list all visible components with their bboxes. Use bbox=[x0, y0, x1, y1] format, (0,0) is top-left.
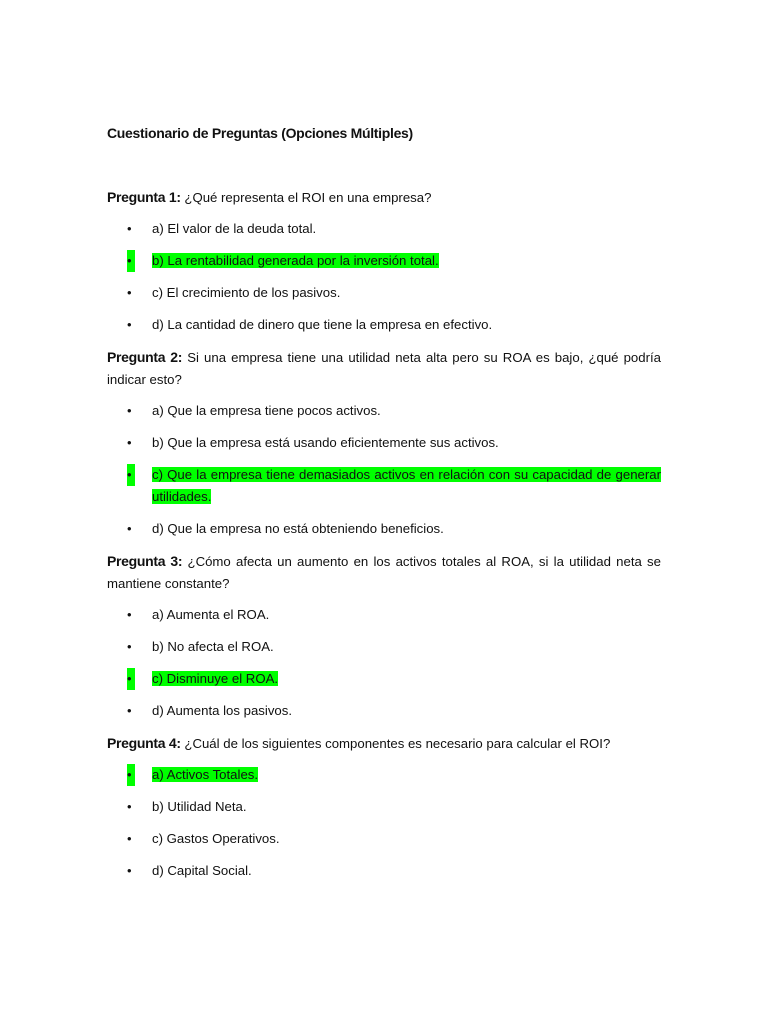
question-label: Pregunta 3: bbox=[107, 553, 183, 569]
bullet-icon: • bbox=[127, 764, 135, 786]
option-text bbox=[152, 636, 661, 658]
highlighted-option-label: c) Que la empresa tiene demasiados activos en relación con su capacidad de generar utilidades. bbox=[152, 467, 661, 504]
option-text bbox=[152, 668, 661, 690]
answer-option bbox=[127, 860, 661, 882]
answer-option-correct bbox=[127, 464, 661, 508]
answer-option bbox=[127, 828, 661, 850]
answer-option bbox=[127, 604, 661, 626]
option-text bbox=[152, 432, 661, 454]
bullet-icon: • bbox=[127, 607, 132, 622]
option-label: d) Aumenta los pasivos. bbox=[152, 703, 293, 718]
option-text bbox=[152, 314, 661, 336]
option-label: b) Que la empresa está usando eficientemente sus activos. bbox=[152, 435, 499, 450]
option-text bbox=[152, 604, 661, 626]
answer-option bbox=[127, 314, 661, 336]
document-title: Cuestionario de Preguntas (Opciones Múltiples) bbox=[107, 125, 413, 141]
question-label: Pregunta 2: bbox=[107, 349, 183, 365]
answer-option bbox=[127, 700, 661, 722]
question-text: ¿Cómo afecta un aumento en los activos totales al ROA, si la utilidad neta se mantiene constante? bbox=[107, 554, 661, 591]
question-text: ¿Cuál de los siguientes componentes es necesario para calcular el ROI? bbox=[184, 736, 611, 751]
option-label: b) No afecta el ROA. bbox=[152, 639, 274, 654]
bullet-icon: • bbox=[127, 250, 135, 272]
answer-option bbox=[127, 518, 661, 540]
bullet-icon: • bbox=[127, 639, 132, 654]
option-text bbox=[152, 282, 661, 304]
bullet-icon: • bbox=[127, 863, 132, 878]
question-text: ¿Qué representa el ROI en una empresa? bbox=[184, 190, 432, 205]
answer-option bbox=[127, 282, 661, 304]
bullet-icon: • bbox=[127, 703, 132, 718]
document-page bbox=[107, 0, 661, 1024]
question-4 bbox=[107, 732, 661, 755]
question-3 bbox=[107, 550, 661, 595]
option-label: d) La cantidad de dinero que tiene la empresa en efectivo. bbox=[152, 317, 493, 332]
option-text bbox=[152, 700, 661, 722]
answer-option bbox=[127, 636, 661, 658]
option-label: a) El valor de la deuda total. bbox=[152, 221, 317, 236]
highlighted-option-label: a) Activos Totales. bbox=[152, 767, 259, 782]
answer-option bbox=[127, 796, 661, 818]
highlighted-option-label: b) La rentabilidad generada por la inversión total. bbox=[152, 253, 439, 268]
option-text bbox=[152, 250, 661, 272]
option-label: a) Aumenta el ROA. bbox=[152, 607, 270, 622]
bullet-icon: • bbox=[127, 435, 132, 450]
bullet-icon: • bbox=[127, 831, 132, 846]
option-text bbox=[152, 400, 661, 422]
option-label: a) Que la empresa tiene pocos activos. bbox=[152, 403, 381, 418]
answer-option bbox=[127, 218, 661, 240]
option-label: d) Que la empresa no está obteniendo beneficios. bbox=[152, 521, 444, 536]
option-text bbox=[152, 464, 661, 508]
question-1 bbox=[107, 186, 661, 209]
option-text bbox=[152, 518, 661, 540]
option-text bbox=[152, 860, 661, 882]
option-label: b) Utilidad Neta. bbox=[152, 799, 247, 814]
bullet-icon: • bbox=[127, 221, 132, 236]
option-label: d) Capital Social. bbox=[152, 863, 252, 878]
question-text: Si una empresa tiene una utilidad neta alta pero su ROA es bajo, ¿qué podría indicar esto? bbox=[107, 350, 661, 387]
option-label: c) Gastos Operativos. bbox=[152, 831, 280, 846]
answer-option-correct bbox=[127, 250, 661, 272]
answer-option bbox=[127, 432, 661, 454]
answer-option-correct bbox=[127, 668, 661, 690]
bullet-icon: • bbox=[127, 799, 132, 814]
option-text bbox=[152, 764, 661, 786]
bullet-icon: • bbox=[127, 317, 132, 332]
option-text bbox=[152, 828, 661, 850]
question-label: Pregunta 1: bbox=[107, 189, 181, 205]
highlighted-option-label: c) Disminuye el ROA. bbox=[152, 671, 279, 686]
question-2 bbox=[107, 346, 661, 391]
bullet-icon: • bbox=[127, 668, 135, 690]
option-text bbox=[152, 218, 661, 240]
option-label: c) El crecimiento de los pasivos. bbox=[152, 285, 341, 300]
option-text bbox=[152, 796, 661, 818]
bullet-icon: • bbox=[127, 521, 132, 536]
answer-option bbox=[127, 400, 661, 422]
bullet-icon: • bbox=[127, 464, 135, 486]
bullet-icon: • bbox=[127, 403, 132, 418]
bullet-icon: • bbox=[127, 285, 132, 300]
answer-option-correct bbox=[127, 764, 661, 786]
question-label: Pregunta 4: bbox=[107, 735, 181, 751]
